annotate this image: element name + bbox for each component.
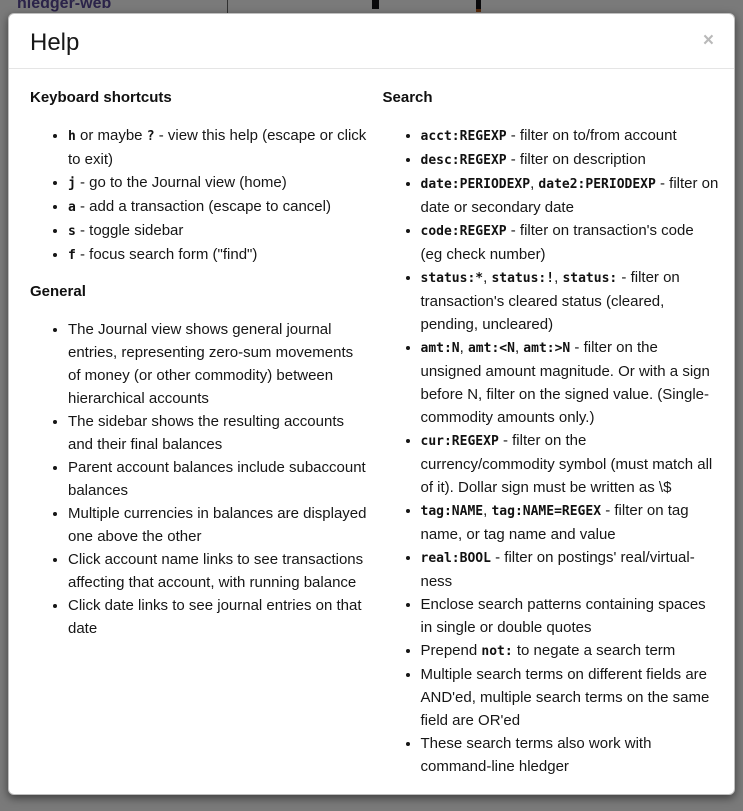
list-item: • Click account name links to see transactions affecting that account, with running balance [68,548,367,594]
keyboard-shortcuts-list [30,124,367,267]
list-item: • cur:REGEXP - filter on the currency/commodity symbol (must match all of it). Dollar sign must be written as \$ [421,429,720,499]
section-heading-keyboard-shortcuts: Keyboard shortcuts [30,89,172,106]
code-term: s [68,224,76,239]
code-term: a [68,200,76,215]
list-item: • tag:NAME, tag:NAME=REGEX - filter on tag name, or tag name and value [421,499,720,546]
list-item: • code:REGEXP - filter on transaction's code (eg check number) [421,219,720,266]
list-item: • a - add a transaction (escape to cancel) [68,195,367,219]
code-term: amt:<N [467,341,515,356]
modal-header [9,14,734,69]
left-column [30,73,367,784]
list-item: • Enclose search patterns containing spaces in single or double quotes [421,593,720,639]
right-column [383,73,720,784]
close-icon[interactable]: × [702,30,714,51]
list-item: • The Journal view shows general journal entries, representing zero-sum movements of money (or other commodity) between hierarchical accounts [68,318,367,410]
code-term: desc:REGEXP [420,153,507,168]
code-term: f [68,248,76,263]
code-term: not: [481,644,513,659]
section-heading-general: General [30,283,86,300]
code-term: status:* [420,271,484,286]
code-term: ? [146,129,155,144]
list-item: • Prepend not: to negate a search term [421,639,720,663]
modal-body [9,69,734,794]
code-term: tag:NAME=REGEX [491,504,602,519]
code-term: acct:REGEXP [420,129,507,144]
code-term: amt:>N [523,341,571,356]
code-term: amt:N [420,341,460,356]
code-term: status:! [491,271,555,286]
list-item: • Multiple search terms on different fields are AND'ed, multiple search terms on the same field are OR'ed [421,663,720,732]
help-modal [8,13,735,795]
list-item: • j - go to the Journal view (home) [68,171,367,195]
list-item: • These search terms also work with command-line hledger [421,732,720,778]
list-item: • amt:N, amt:<N, amt:>N - filter on the unsigned amount magnitude. Or with a sign before N, filter on the signed value. (Single-commodity amounts only.) [421,336,720,429]
list-item: • Multiple currencies in balances are displayed one above the other [68,502,367,548]
code-term: date2:PERIODEXP [538,177,656,192]
code-term: h [68,129,76,144]
list-item: • s - toggle sidebar [68,219,367,243]
list-item: • status:*, status:!, status: - filter on transaction's cleared status (cleared, pending, uncleared) [421,266,720,336]
section-heading-search: Search [382,89,433,106]
code-term: cur:REGEXP [420,434,499,449]
modal-title: Help [30,29,80,56]
list-item: • Click date links to see journal entries on that date [68,594,367,640]
code-term: tag:NAME [420,504,484,519]
list-item: • The sidebar shows the resulting accounts and their final balances [68,410,367,456]
code-term: real:BOOL [420,551,491,566]
general-list [30,318,367,640]
list-item: • date:PERIODEXP, date2:PERIODEXP - filter on date or secondary date [421,172,720,219]
list-item: • h or maybe ? - view this help (escape or click to exit) [68,124,367,171]
code-term: status: [562,271,618,286]
list-item: • real:BOOL - filter on postings' real/virtual-ness [421,546,720,593]
code-term: j [68,176,76,191]
list-item: • desc:REGEXP - filter on description [421,148,720,172]
code-term: code:REGEXP [420,224,507,239]
list-item: • Parent account balances include subaccount balances [68,456,367,502]
search-list [383,124,720,778]
code-term: date:PERIODEXP [420,177,531,192]
list-item: • acct:REGEXP - filter on to/from account [421,124,720,148]
list-item: • f - focus search form ("find") [68,243,367,267]
